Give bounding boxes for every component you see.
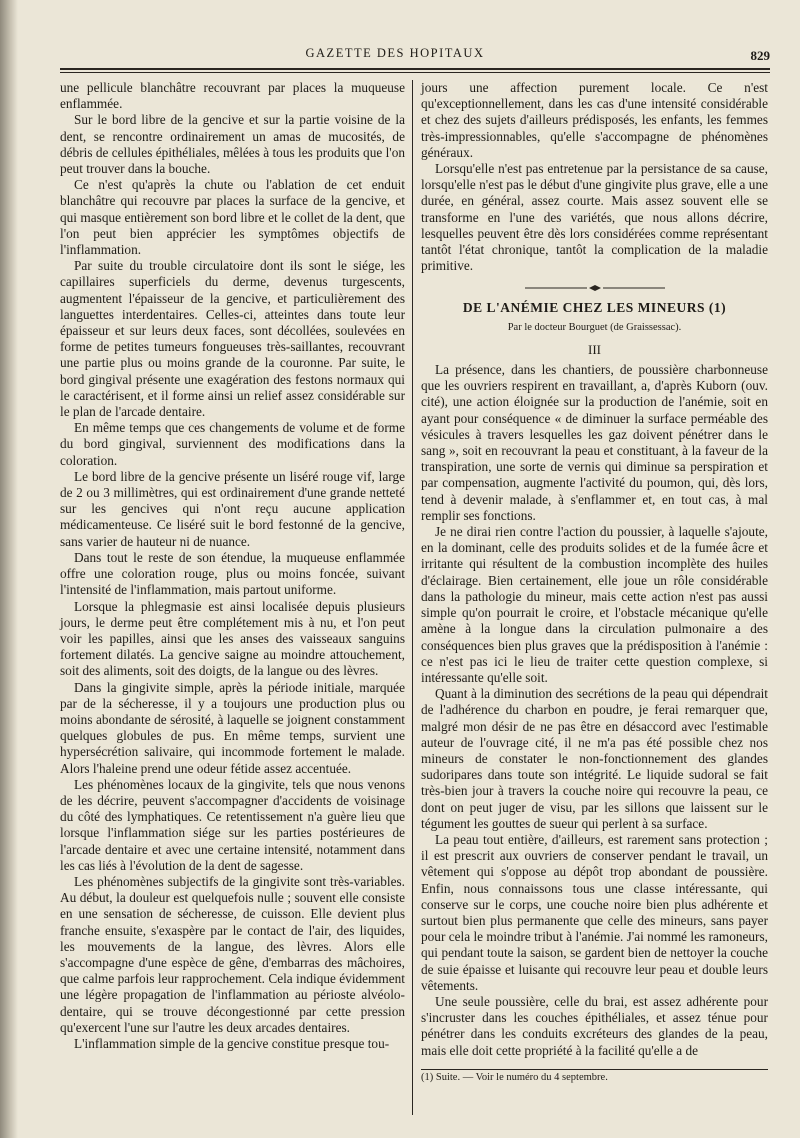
paragraph: Dans la gingivite simple, après la période initiale, marquée par de la sécheresse, il y a toujours une production plus ou moins abondante de sérosité, à laquelle se joignent constamment quelques globules de pus. En même temps, survient une hypersécrétion salivaire, qui incommode fortement le malade. Alors l'haleine prend une odeur fétide assez accentuée. [60, 679, 405, 776]
section-number: III [588, 341, 601, 357]
page-number: 829 [750, 48, 770, 63]
article-title: DE L'ANÉMIE CHEZ LES MINEURS (1) [462, 300, 727, 316]
page-header [60, 42, 770, 68]
paragraph: Les phénomènes subjectifs de la gingivite sont très-variables. Au début, la douleur est quelquefois nulle ; souvent elle consiste en une sensation de sécheresse, de cuisson. Elle devient plus franche ensuite, s'exaspère par le contact de l'air, des liquides, les mouvements de la langue, des lèvres. Alors elle s'accompagne d'une espèce de gêne, d'embarras des mâchoires, que calme parfois leur rapprochement. Cela indique évidemment une légère propagation de l'inflammation au périoste alvéolo-dentaire, qui se trouve décongestionné par cette pression qu'exercent l'une sur l'autre les deux arcades dentaires. [60, 873, 405, 1035]
paragraph: jours une affection purement locale. Ce n'est qu'exceptionnellement, dans les cas d'une intensité considérable et chez des sujets d'ailleurs prédisposés, les enfants, les femmes très-impressionnables, qu'elle s'accompagne de phénomènes généraux. [421, 80, 768, 160]
paragraph: Quant à la diminution des secrétions de la peau qui dépendrait de l'adhérence du charbon en poudre, je ferai remarquer que, malgré mon désir de ne pas être en désaccord avec l'estimable auteur de l'ouvrage cité, il ne m'a pas été possible chez nos mineurs de constater le non-fonctionnement des glandes sudoripares dans toute son intégrité. Le liquide sudoral se fait très-bien jour à travers la couche noire qui recouvre la peau, ce dont on peut juger de visu, par les sillons que laissent sur le tégument les gouttes de sueur qui perlent à sa surface. [421, 686, 768, 831]
paragraph: En même temps que ces changements de volume et de forme du bord gingival, surviennent des modifications dans la coloration. [60, 420, 405, 468]
paragraph: Une seule poussière, celle du brai, est assez adhérente pour s'incruster dans les couches épithéliales, et assez ténue pour pénétrer dans les conduits excréteurs des glandes de la peau, mais elle doit cette propriété à la facilité qu'elle a de [421, 993, 768, 1058]
paragraph: Le bord libre de la gencive présente un liséré rouge vif, large de 2 ou 3 millimètres, qui est ordinairement d'une grande netteté sur les gencives qui n'ont reçu aucune application médicamenteuse. Ce liséré suit le bord festonné de la gencive, sans varier de hauteur ni de nuance. [60, 468, 405, 549]
footnote: (1) Suite. — Voir le numéro du 4 septembre. [421, 1071, 608, 1083]
header-rule-thin [60, 72, 770, 73]
paragraph: Les phénomènes locaux de la gingivite, tels que nous venons de les décrire, peuvent s'accompagner d'accidents de voisinage du côté des lymphatiques. Ce retentissement n'a guère lieu que lorsque l'inflammation siége sur les parties postérieures de l'arcade dentaire et avec une certaine intensité, notamment dans les cas liés à l'évolution de la dent de sagesse. [60, 776, 405, 873]
left-column [60, 80, 405, 1052]
journal-title: GAZETTE DES HOPITAUX [305, 46, 485, 60]
right-column [421, 80, 768, 1086]
header-rule-thick [60, 68, 770, 70]
paragraph: La peau tout entière, d'ailleurs, est rarement sans protection ; il est prescrit aux ouvriers de conserver pendant le travail, un vêtement qui s'oppose au dépôt trop abondant de poussière. Enfin, nous connaissons tous une classe intéressante, qui conserve sur le corps, une couche noire bien plus adhérente et surtout bien plus permanente que celle des mineurs, sans payer pour cela le moindre tribut à l'anémie. J'ai nommé les ramoneurs, qui pendant toute la saison, se gardent bien de nettoyer la couche de suie épaisse et luisante qui recouvre leur peau et double leurs vêtements. [421, 831, 768, 993]
paragraph: Dans tout le reste de son étendue, la muqueuse enflammée offre une coloration rouge, plus ou moins foncée, suivant l'intensité de l'inflammation, mais partout uniforme. [60, 549, 405, 598]
paragraph: Je ne dirai rien contre l'action du poussier, à laquelle s'ajoute, en la dominant, celle des produits solides et de la fumée âcre et irritante qui résultent de la combustion incomplète des huiles d'éclairage. Bien certainement, elle joue un rôle considérable dans la pathologie du mineur, mais cette action n'est pas aussi simple qu'on pourrait le croire, et l'obstacle mécanique qu'elle amène à la longue dans la circulation pulmonaire a des conséquences bien plus graves que la prédisposition à l'anémie : ce n'est pas ici le lieu de traiter cette question complexe, si intéressante qu'elle soit. [421, 524, 768, 685]
paragraph: Lorsque la phlegmasie est ainsi localisée depuis plusieurs jours, le derme peut être complétement mis à nu, et l'on peut voir les papilles, ainsi que les anses des vaisseaux sanguins fortement dilatés. La gencive saigne au moindre attouchement, soit des aliments, soit des doigts, de la langue ou des lèvres. [60, 598, 405, 679]
paragraph: Par suite du trouble circulatoire dont ils sont le siége, les capillaires superficiels du derme, devenus turgescents, augmentent l'épaisseur de la gencive, et particulièrement des languettes interdentaires. Celles-ci, atteintes dans toute leur épaisseur et sur leurs deux faces, sont décollées, soulevées en forme de petites tumeurs fongueuses très-saillantes, recouvrant une partie plus ou moins grande de la couronne. Par suite, le bord gingival présente une exagération des festons normaux qui le caractérisent, et il forme ainsi un relief assez considérable sur le plan de l'arcade dentaire. [60, 258, 405, 420]
section-ornament [525, 284, 665, 292]
column-divider [412, 80, 413, 1115]
article-byline: Par le docteur Bourguet (de Graissessac). [507, 321, 682, 333]
paragraph: L'inflammation simple de la gencive constitue presque tou- [74, 1035, 390, 1051]
paragraph: Sur le bord libre de la gencive et sur la partie voisine de la dent, se rencontre ordinairement un amas de mucosités, de débris de cellules épithéliales, mêlées à tous les produits que l'on peut trouver dans la bouche. [60, 112, 405, 177]
paragraph: une pellicule blanchâtre recouvrant par places la muqueuse enflammée. [60, 80, 405, 112]
paragraph: Lorsqu'elle n'est pas entretenue par la persistance de sa cause, lorsqu'elle n'est pas le début d'une gingivite plus grave, elle a une durée, en général, assez courte. Mais assez souvent elle se transforme en l'une des variétés, que nous allons décrire, lesquelles peuvent être dès lors considérées comme représentant tantôt l'état chronique, tantôt la complication de la maladie primitive. [421, 161, 768, 274]
paragraph: Ce n'est qu'après la chute ou l'ablation de cet enduit blanchâtre qui recouvre par places la surface de la gencive, et qui masque entièrement son bord libre et le collet de la dent, que l'on peut bien apprécier les symptômes objectifs de l'inflammation. [60, 177, 405, 258]
page-binding-shadow [0, 0, 18, 1138]
paragraph: La présence, dans les chantiers, de poussière charbonneuse que les ouvriers respirent en travaillant, a, d'après Kuborn (ouv. cité), une action éloignée sur la production de l'anémie, soit en ayant pour conséquence « de diminuer la surface perméable des vésicules à travers lesquelles les gaz doivent pénétrer dans le sang », soit en recouvrant la peau et constituant, à la faveur de la transpiration, une sorte de vernis qui diminue sa perspiration et par compensation, augmente l'activité du poumon, qui, dès lors, tend à devenir malade, à s'enflammer et, en tout cas, à mal remplir ses fonctions. [421, 362, 768, 523]
